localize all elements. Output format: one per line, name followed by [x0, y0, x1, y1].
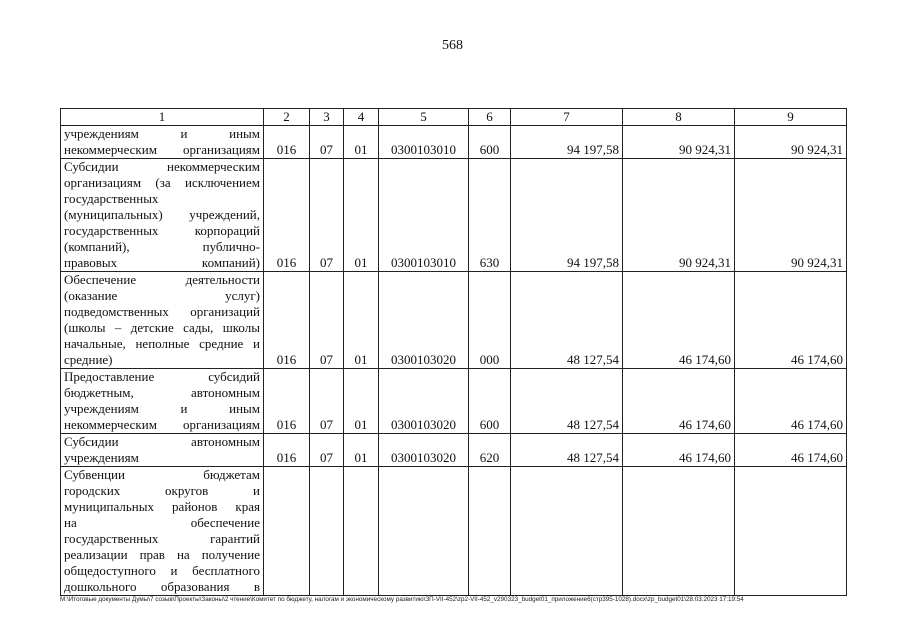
column-header: 4	[344, 109, 379, 126]
row-description	[61, 126, 264, 159]
description-line: Обеспечение деятельности	[64, 272, 260, 287]
row-description	[61, 434, 264, 467]
column-header: 1	[61, 109, 264, 126]
target-article-cell: 0300103010	[379, 159, 469, 272]
amount-year1-cell: 48 127,54	[511, 434, 623, 467]
description-line: средние)	[64, 352, 113, 367]
subsection-code-cell: 01	[344, 126, 379, 159]
description-line: учреждениям и иным	[64, 401, 260, 416]
amount-year1-cell	[511, 467, 623, 596]
row-description	[61, 272, 264, 369]
table-row	[61, 159, 847, 272]
table-row	[61, 126, 847, 159]
budget-table	[60, 108, 847, 596]
target-article-cell: 0300103020	[379, 369, 469, 434]
description-line: Субсидии некоммерческим	[64, 159, 260, 174]
description-line: на обеспечение	[64, 515, 260, 530]
amount-year3-cell: 46 174,60	[735, 434, 847, 467]
description-line: городских округов и	[64, 483, 260, 498]
section-code-cell: 07	[310, 126, 344, 159]
section-code-cell	[310, 467, 344, 596]
amount-year3-cell: 90 924,31	[735, 159, 847, 272]
column-header: 9	[735, 109, 847, 126]
section-code-cell: 07	[310, 272, 344, 369]
table-row	[61, 369, 847, 434]
description-line: подведомственных организаций	[64, 304, 260, 319]
description-line: организациям (за исключением	[64, 175, 260, 190]
description-line: муниципальных районов края	[64, 499, 260, 514]
row-description	[61, 159, 264, 272]
subsection-code-cell: 01	[344, 272, 379, 369]
description-line: (школы – детские сады, школы	[64, 320, 260, 335]
ministry-code-cell: 016	[264, 434, 310, 467]
ministry-code-cell: 016	[264, 126, 310, 159]
description-line: (компаний), публично-	[64, 239, 260, 254]
amount-year2-cell: 46 174,60	[623, 434, 735, 467]
amount-year2-cell: 46 174,60	[623, 272, 735, 369]
target-article-cell: 0300103010	[379, 126, 469, 159]
target-article-cell: 0300103020	[379, 434, 469, 467]
target-article-cell: 0300103020	[379, 272, 469, 369]
description-line: некоммерческим организациям	[64, 417, 260, 432]
description-line: дошкольного образования в	[64, 579, 260, 594]
section-code-cell: 07	[310, 434, 344, 467]
expense-type-cell: 620	[469, 434, 511, 467]
description-line: государственных гарантий	[64, 531, 260, 546]
ministry-code-cell: 016	[264, 159, 310, 272]
ministry-code-cell: 016	[264, 369, 310, 434]
amount-year2-cell: 46 174,60	[623, 369, 735, 434]
column-header: 2	[264, 109, 310, 126]
section-code-cell: 07	[310, 159, 344, 272]
document-file-path: M:\Итоговые документы Думы\7 созыв\Проекты\Законы\2 чтение\Комитет по бюджету, налогам и экономическому развитию\ЗП-VII-452\zp2-VII-452_v290323_budget01_приложение6(стр395-1028).docx\zp_budget01\28.03.2023 17:19:54	[60, 596, 744, 603]
description-line: бюджетным, автономным	[64, 385, 260, 400]
expense-type-cell: 630	[469, 159, 511, 272]
table-header-row	[61, 109, 847, 126]
expense-type-cell: 600	[469, 369, 511, 434]
description-line: Предоставление субсидий	[64, 369, 260, 384]
column-header: 7	[511, 109, 623, 126]
description-line: государственных корпораций	[64, 223, 260, 238]
amount-year1-cell: 48 127,54	[511, 369, 623, 434]
column-header: 8	[623, 109, 735, 126]
row-description	[61, 467, 264, 596]
page-number: 568	[442, 38, 463, 53]
amount-year3-cell	[735, 467, 847, 596]
description-line: Субсидии автономным	[64, 434, 260, 449]
amount-year1-cell: 94 197,58	[511, 159, 623, 272]
table-row	[61, 272, 847, 369]
column-header: 6	[469, 109, 511, 126]
amount-year1-cell: 94 197,58	[511, 126, 623, 159]
description-line: государственных	[64, 191, 159, 206]
amount-year2-cell	[623, 467, 735, 596]
column-header: 3	[310, 109, 344, 126]
description-line: начальные, неполные средние и	[64, 336, 260, 351]
description-line: реализации прав на получение	[64, 547, 260, 562]
subsection-code-cell	[344, 467, 379, 596]
amount-year1-cell: 48 127,54	[511, 272, 623, 369]
description-line: правовых компаний)	[64, 255, 260, 270]
column-header: 5	[379, 109, 469, 126]
subsection-code-cell: 01	[344, 369, 379, 434]
amount-year3-cell: 90 924,31	[735, 126, 847, 159]
table-row	[61, 467, 847, 596]
description-line: Субвенции бюджетам	[64, 467, 260, 482]
subsection-code-cell: 01	[344, 434, 379, 467]
ministry-code-cell: 016	[264, 272, 310, 369]
description-line: (муниципальных) учреждений,	[64, 207, 260, 222]
subsection-code-cell: 01	[344, 159, 379, 272]
description-line: учреждениям	[64, 450, 139, 465]
expense-type-cell: 000	[469, 272, 511, 369]
ministry-code-cell	[264, 467, 310, 596]
table-row	[61, 434, 847, 467]
expense-type-cell: 600	[469, 126, 511, 159]
section-code-cell: 07	[310, 369, 344, 434]
amount-year2-cell: 90 924,31	[623, 159, 735, 272]
description-line: общедоступного и бесплатного	[64, 563, 260, 578]
amount-year3-cell: 46 174,60	[735, 272, 847, 369]
description-line: (оказание услуг)	[64, 288, 260, 303]
description-line: некоммерческим организациям	[64, 142, 260, 157]
row-description	[61, 369, 264, 434]
description-line: учреждениям и иным	[64, 126, 260, 141]
expense-type-cell	[469, 467, 511, 596]
target-article-cell	[379, 467, 469, 596]
amount-year2-cell: 90 924,31	[623, 126, 735, 159]
amount-year3-cell: 46 174,60	[735, 369, 847, 434]
